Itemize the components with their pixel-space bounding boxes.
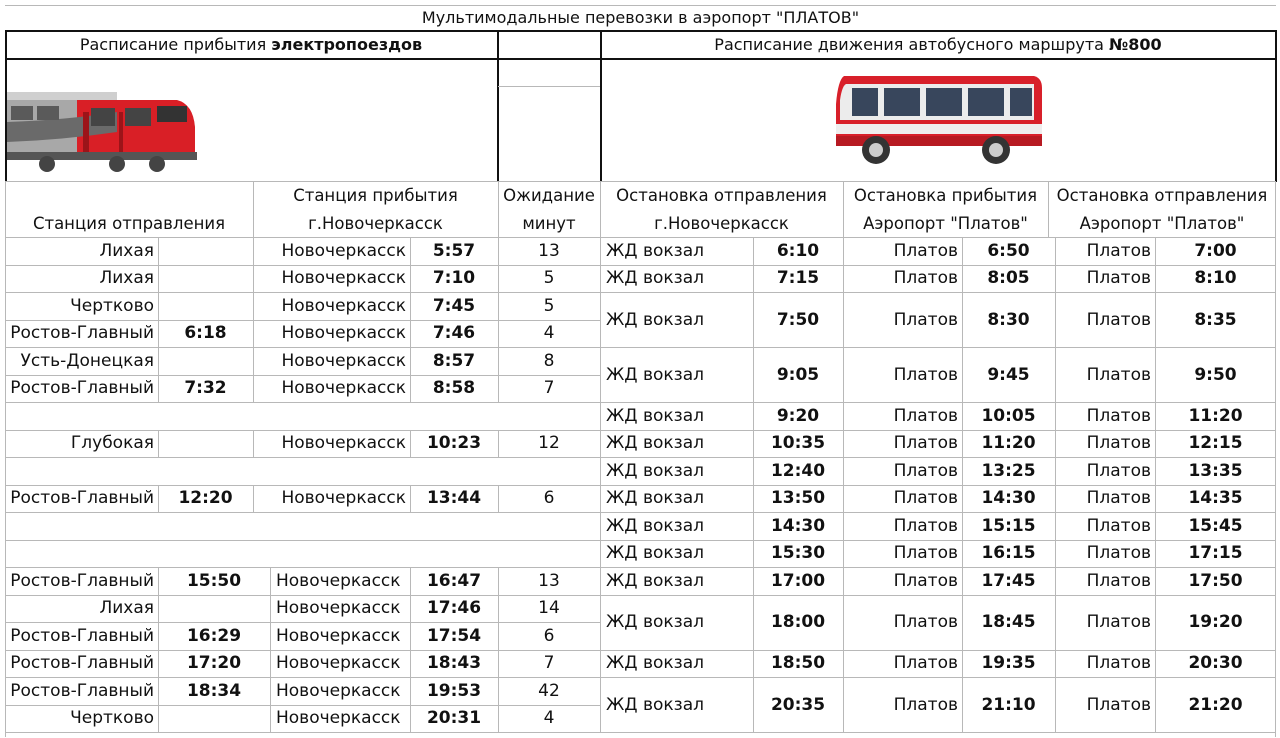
bus-ret-stop: Платов (1086, 515, 1151, 536)
grid-hline (600, 732, 1276, 733)
col-dep-station-label: Станция отправления (32, 214, 226, 233)
bus-ret-stop: Платов (1086, 268, 1151, 289)
bus-ret-time: 8:10 (1194, 268, 1237, 289)
bus-dep-time: 7:15 (776, 268, 820, 289)
bus-dep-time: 20:35 (770, 694, 826, 715)
bus-arr-time: 17:45 (981, 570, 1036, 591)
train-wait: 7 (543, 378, 555, 399)
train-to: Новочеркасск (276, 598, 401, 619)
train-section-title-bold: электропоездов (271, 35, 423, 54)
train-dep-time: 6:18 (184, 323, 227, 344)
train-wait: 6 (543, 625, 555, 646)
bus-ret-time: 19:20 (1188, 612, 1243, 632)
bus-ret-time: 7:00 (1194, 240, 1237, 261)
bus-arr-time: 16:15 (981, 543, 1036, 564)
bus-stop: Платов (893, 268, 958, 289)
train-to: Новочеркасск (281, 240, 406, 261)
bus-ret-stop: Платов (1086, 364, 1151, 385)
bus-arr-time: 8:30 (987, 309, 1030, 330)
col-bus-arr (843, 182, 1048, 237)
train-wait: 42 (538, 680, 560, 701)
bus-stop: Платов (893, 653, 958, 674)
train-dep-time (158, 265, 253, 293)
grid-vline (498, 182, 499, 237)
bus-from: ЖД вокзал (606, 405, 705, 426)
bus-arr-time: 11:20 (981, 433, 1036, 454)
bus-from: ЖД вокзал (606, 694, 705, 715)
train-to: Новочеркасск (276, 708, 401, 729)
train-from: Глубокая (70, 433, 154, 454)
bus-ret-time: 12:15 (1188, 433, 1243, 454)
train-from: Ростов-Главный (10, 653, 154, 674)
bus-dep-time: 17:00 (770, 570, 826, 591)
grid-hline (5, 402, 600, 403)
train-to: Новочеркасск (281, 378, 406, 399)
col-arr-station-line-1: Станция прибытия (293, 186, 458, 205)
col-bus-ret-line-2: Аэропорт "Платов" (1079, 214, 1245, 233)
train-arr-time: 8:57 (432, 350, 476, 371)
bus-from: ЖД вокзал (606, 612, 705, 632)
bus-from: ЖД вокзал (606, 515, 705, 536)
bus-ret-stop: Платов (1086, 612, 1151, 632)
bus-dep-time: 10:35 (770, 433, 826, 454)
train-to: Новочеркасск (281, 488, 406, 509)
bus-stop: Платов (893, 694, 958, 715)
bus-from: ЖД вокзал (606, 460, 705, 481)
bus-ret-stop: Платов (1086, 240, 1151, 261)
train-wait: 4 (543, 323, 555, 344)
col-bus-dep-line-2: г.Новочеркасск (654, 214, 789, 233)
bus-arr-time: 14:30 (981, 488, 1036, 509)
col-bus-dep (600, 182, 843, 237)
bus-stop: Платов (893, 460, 958, 481)
bus-stop: Платов (893, 240, 958, 261)
train-arr-time: 19:53 (426, 680, 482, 701)
train-dep-time: 17:20 (186, 653, 242, 674)
bus-arr-time: 10:05 (981, 405, 1036, 426)
train-arr-time: 16:47 (426, 570, 482, 591)
grid-hline (5, 512, 600, 513)
bus-from: ЖД вокзал (606, 240, 705, 261)
train-dep-time (158, 347, 253, 375)
bus-arr-time: 18:45 (981, 612, 1036, 632)
bus-from: ЖД вокзал (606, 364, 705, 385)
bus-from: ЖД вокзал (606, 570, 705, 591)
bus-stop: Платов (893, 543, 958, 564)
grid-hline (5, 58, 1276, 60)
bus-ret-time: 13:35 (1188, 460, 1243, 481)
train-wait: 5 (543, 295, 555, 316)
train-to: Новочеркасск (276, 653, 401, 674)
train-dep-time (158, 595, 270, 623)
train-dep-time (158, 705, 270, 733)
bus-ret-time: 11:20 (1188, 405, 1243, 426)
train-arr-time: 8:58 (432, 378, 476, 399)
bus-arr-time: 21:10 (981, 694, 1036, 715)
bus-ret-time: 9:50 (1194, 364, 1237, 385)
train-section-title-text: Расписание прибытия (79, 35, 272, 54)
bus-icon (834, 74, 1046, 170)
bus-from: ЖД вокзал (606, 488, 705, 509)
bus-stop: Платов (893, 405, 958, 426)
bus-dep-time: 14:30 (770, 515, 826, 536)
train-to: Новочеркасск (276, 625, 401, 646)
train-dep-time: 15:50 (186, 570, 242, 591)
train-arr-time: 13:44 (426, 488, 482, 509)
bus-section-title (600, 31, 1276, 58)
grid-vline (497, 30, 499, 182)
train-arr-time: 7:45 (432, 295, 476, 316)
train-wait: 14 (538, 598, 560, 619)
train-arr-time: 17:46 (426, 598, 482, 619)
col-dep-station (5, 182, 253, 237)
bus-arr-time: 8:05 (987, 268, 1030, 289)
bus-ret-time: 17:50 (1188, 570, 1243, 591)
train-arr-time: 17:54 (426, 625, 482, 646)
train-arr-time: 18:43 (426, 653, 482, 674)
train-wait: 13 (538, 570, 560, 591)
train-from: Ростов-Главный (10, 378, 154, 399)
bus-dep-time: 9:05 (776, 364, 820, 385)
train-arr-time: 7:10 (432, 268, 476, 289)
col-wait (498, 182, 600, 237)
bus-stop: Платов (893, 488, 958, 509)
bus-ret-time: 8:35 (1194, 309, 1237, 330)
train-to: Новочеркасск (276, 570, 401, 591)
bus-from: ЖД вокзал (606, 433, 705, 454)
train-section-title (5, 31, 497, 58)
bus-from: ЖД вокзал (606, 268, 705, 289)
grid-vline (600, 182, 601, 237)
train-from: Чертково (70, 295, 154, 316)
bus-ret-stop: Платов (1086, 433, 1151, 454)
grid-vline (1048, 182, 1049, 237)
train-dep-time: 16:29 (186, 625, 242, 646)
bus-dep-time: 7:50 (776, 309, 820, 330)
bus-stop: Платов (893, 433, 958, 454)
train-from: Ростов-Главный (10, 570, 154, 591)
bus-arr-time: 19:35 (981, 653, 1036, 674)
bus-ret-stop: Платов (1086, 460, 1151, 481)
bus-arr-time: 9:45 (987, 364, 1030, 385)
bus-ret-stop: Платов (1086, 543, 1151, 564)
bus-ret-stop: Платов (1086, 653, 1151, 674)
bus-ret-stop: Платов (1086, 309, 1151, 330)
bus-arr-time: 6:50 (987, 240, 1030, 261)
bus-arr-time: 15:15 (981, 515, 1036, 536)
bus-dep-time: 9:20 (776, 405, 820, 426)
bus-dep-time: 18:00 (770, 612, 826, 632)
bus-from: ЖД вокзал (606, 653, 705, 674)
train-dep-time: 18:34 (186, 680, 242, 701)
train-arr-time: 10:23 (426, 433, 482, 454)
train-wait: 5 (543, 268, 555, 289)
page-title: Мультимодальные перевозки в аэропорт "ПЛАТОВ" (421, 8, 860, 27)
grid-vline (843, 182, 844, 237)
col-bus-ret-line-1: Остановка отправления (1056, 186, 1268, 205)
grid-hline (5, 457, 600, 458)
train-arr-time: 20:31 (426, 708, 482, 729)
col-bus-arr-line-1: Остановка прибытия (853, 186, 1038, 205)
train-dep-time: 7:32 (184, 378, 227, 399)
train-to: Новочеркасск (281, 295, 406, 316)
train-to: Новочеркасск (276, 680, 401, 701)
train-dep-time (158, 430, 253, 458)
train-wait: 8 (543, 350, 555, 371)
col-arr-station (253, 182, 498, 237)
train-from: Ростов-Главный (10, 488, 154, 509)
train-dep-time (158, 237, 253, 265)
train-wait: 12 (538, 433, 560, 454)
train-dep-time: 12:20 (178, 488, 233, 509)
train-from: Лихая (99, 268, 154, 289)
bus-ret-time: 17:15 (1188, 543, 1243, 564)
bus-stop: Платов (893, 364, 958, 385)
col-bus-dep-line-1: Остановка отправления (616, 186, 827, 205)
train-to: Новочеркасск (281, 268, 406, 289)
train-from: Усть-Донецкая (20, 350, 154, 371)
grid-hline (5, 540, 600, 541)
col-bus-arr-line-2: Аэропорт "Платов" (863, 214, 1028, 233)
bus-section-title-bold: №800 (1109, 35, 1162, 54)
train-from: Ростов-Главный (10, 625, 154, 646)
bus-stop: Платов (893, 570, 958, 591)
bus-section-title-text: Расписание движения автобусного маршрута (714, 35, 1110, 54)
train-from: Лихая (99, 240, 154, 261)
grid-vline (253, 182, 254, 237)
bus-stop: Платов (893, 612, 958, 632)
grid-hline (5, 732, 600, 733)
train-from: Ростов-Главный (10, 680, 154, 701)
train-icon (7, 82, 197, 181)
train-to: Новочеркасск (281, 433, 406, 454)
col-bus-ret (1048, 182, 1276, 237)
train-arr-time: 5:57 (432, 240, 476, 261)
bus-ret-stop: Платов (1086, 694, 1151, 715)
bus-from: ЖД вокзал (606, 543, 705, 564)
col-wait-line-1: Ожидание (503, 186, 595, 205)
train-from: Лихая (99, 598, 154, 619)
train-wait: 7 (543, 653, 555, 674)
train-arr-time: 7:46 (432, 323, 476, 344)
train-wait: 4 (543, 708, 555, 729)
bus-ret-stop: Платов (1086, 405, 1151, 426)
bus-dep-time: 13:50 (770, 488, 826, 509)
bus-ret-time: 15:45 (1188, 515, 1243, 536)
train-from: Ростов-Главный (10, 323, 154, 344)
bus-ret-stop: Платов (1086, 570, 1151, 591)
train-wait: 13 (538, 240, 560, 261)
col-wait-line-2: минут (522, 214, 576, 233)
bus-from: ЖД вокзал (606, 309, 705, 330)
bus-ret-stop: Платов (1086, 488, 1151, 509)
bus-dep-time: 15:30 (770, 543, 826, 564)
bus-dep-time: 18:50 (770, 653, 826, 674)
bus-dep-time: 12:40 (770, 460, 826, 481)
train-from: Чертково (70, 708, 154, 729)
train-wait: 6 (543, 488, 555, 509)
bus-stop: Платов (893, 309, 958, 330)
train-to: Новочеркасск (281, 350, 406, 371)
grid-hline (498, 86, 600, 87)
train-to: Новочеркасск (281, 323, 406, 344)
bus-arr-time: 13:25 (981, 460, 1036, 481)
train-dep-time (158, 292, 253, 320)
bus-dep-time: 6:10 (776, 240, 820, 261)
bus-ret-time: 14:35 (1188, 488, 1243, 509)
bus-ret-time: 21:20 (1188, 694, 1243, 715)
col-arr-station-line-2: г.Новочеркасск (308, 214, 443, 233)
bus-ret-time: 20:30 (1188, 653, 1243, 674)
bus-stop: Платов (893, 515, 958, 536)
